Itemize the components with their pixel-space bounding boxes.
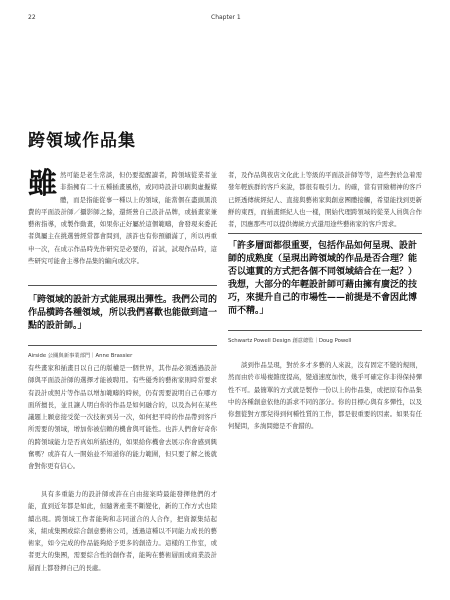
col2-paragraph-1: 者，及作品與夜店文化此上等級的平面設計師等等，這些對於急着需發年輕族群的客戶來說，都很有吸引力。的確，當有冒險精神的客戶已經透傳統經紀人、直接與藝術家與創意團體接觸，希望能找到更新鮮的東西，而插畫經紀人也一樣，開始代理跨領域的從業人員與合作者，因應那些可以提供傳統方式還用途些藝術家的客戶需求。 — [228, 171, 422, 229]
page-number: 22 — [28, 14, 36, 21]
chapter-label: Chapter 1 — [211, 14, 241, 21]
col1-pull-quote: 「跨領域的設計方式能展現出彈性。我們公司的作品横跨各種領域，所以我們喜歡也能做到這一點的設計師。」 — [28, 295, 218, 331]
col2-quote-rule-top — [228, 233, 422, 234]
col1-quote-rule-bottom — [28, 345, 217, 346]
dropcap: 雖 — [28, 166, 58, 200]
col2-quote-rule-bottom — [228, 330, 422, 331]
page-title: 跨領域作品集 — [28, 131, 136, 151]
col1-quote-rule-top — [28, 285, 217, 286]
col1-paragraph-3: 具有多重能力的設計師或許在自由接案時最能發揮他們的才能，直到近年都是如此，但隨著產業不斷變化，新的工作方式也陸續出現。跨領域工作者能夠和志同道合的人合作，把資源集結起來，組成集團或綜合創意藝術公司，透過這種以不同能力成長的藝術家，如今完成的作品能夠給予更多的創造力。這樣的工作室，或者更大的集團，需要綜合性的創作者，能夠在藝術層面或商業設計層面上都發揮自己的長處。 — [28, 490, 217, 572]
col2-pull-quote: 「許多層面都很重要，包括作品如何呈現、設計師的成熟度（呈現出跨領域的作品是否合理？能否以連貫的方式把各個不同領域結合在一起？）我想，大部分的年輕設計師可藉由擁有廣泛的技巧，來提升自己的市場性——前提是不會因此博而不精。」 — [228, 241, 418, 316]
col2-paragraph-2: 談到作品呈現，對於多才多藝的人來說，沒有固定不變的規則，然而由於市場複雜度提高，變通速度加快，幾乎可確定你非得保持彈性不可。最簡單的方式就是製作一份以上的作品集，或把原有作品集中的各種創意依他的訴求不同的部分。你的目標心與有多彈性，以及你想從對方那兒得到何種性質的工作，都是很重要的因素。如果有任何疑問，多詢問總是不會錯的。 — [228, 361, 422, 431]
col1-paragraph-1-text: 然可能是老生常談，但仍要提醒讀者，跨領域從業者並非指擁有二十五種插畫風格，或同時設計印刷與虛擬媒體，而是指能從事一種以上的領域，能當個在盡頭黑浪費的平面設計師／攝影師之餘，還經營自己設計品牌，或插畫家兼藝術指導，或製作動畫，如果你正好屬於這個範疇，會發現來委託者與屬主在挑選營經常都會問到，該許也有你預顧滿了，所以再重申一次，在成示作品時先作研究是必要的，首試，試現作品時，這些研究可能會主導作品集的編向或次序。 — [28, 171, 217, 266]
col2-quote-credit: Schwartz Powell Design 創意總監｜Doug Powell — [228, 338, 352, 344]
col1-paragraph-2: 有些畫家和插畫目以自己的版權是一個世界，其作品必須透過設計師與平面設計師的選擇才能被聘用。有些優秀的藝術家則時常要求有設計或照片等作品以增加範疇的時候，仍有需要說明自己在哪方面所擅長，並且讓人明白你的作品是如何融合的，以及為何在某些議題上願意接受從一次技術到另一次，如何把平時的作品帶到客戶所需要的領域，增加你被信賴的機會與可能性。也許人們會好奇你的跨領域能力是否真如所描述的，如果給你機會去展示你會感到興奮嗎？或許有人一開始並不知道你的能力範圍，但只要了解之後就會對你更有信心。 — [28, 364, 217, 471]
col1-quote-credit: Airside 公關與新事業部門｜Anne Brassier — [28, 353, 133, 359]
col1-paragraph-1 — [28, 166, 217, 267]
